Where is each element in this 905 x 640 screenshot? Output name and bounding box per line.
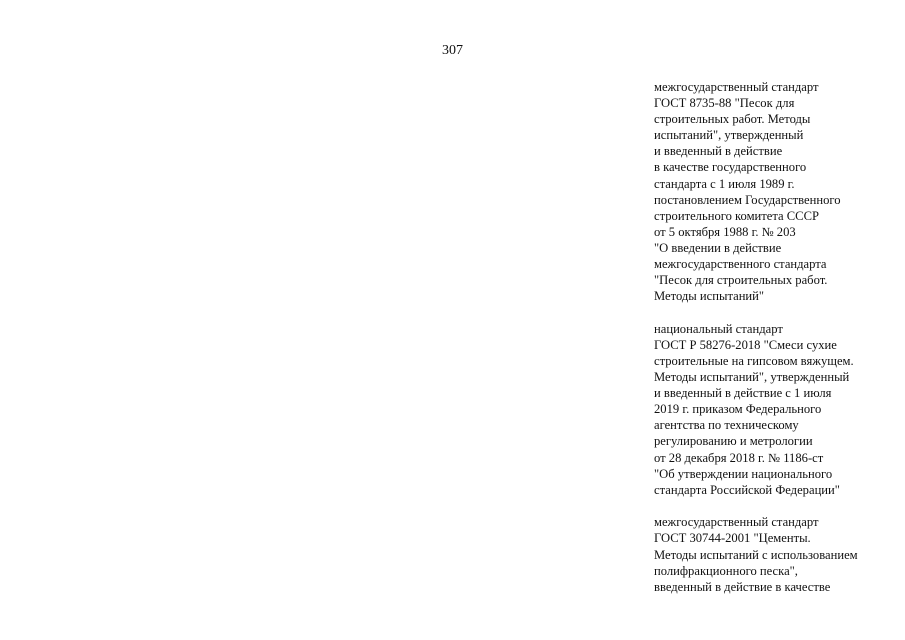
standard-entry-gost-r-58276-2018 [654, 321, 899, 498]
standard-entry-gost-30744-2001 [654, 514, 899, 594]
text-line: испытаний", утвержденный [654, 128, 804, 143]
text-line: ГОСТ Р 58276-2018 "Смеси сухие [654, 337, 837, 352]
text-line: постановлением Государственного [654, 192, 841, 207]
text-line: Методы испытаний с использованием [654, 547, 858, 562]
text-line: национальный стандарт [654, 321, 783, 336]
text-line: межгосударственный стандарт [654, 80, 819, 94]
text-line: стандарта Российской Федерации" [654, 482, 840, 497]
text-line: строительные на гипсовом вяжущем. [654, 354, 854, 368]
text-line: межгосударственный стандарт [654, 515, 819, 530]
text-line: в качестве государственного [654, 160, 807, 175]
text-line: от 28 декабря 2018 г. № 1186-ст [654, 450, 824, 465]
text-line: Методы испытаний", утвержденный [654, 370, 850, 385]
text-line: строительных работ. Методы [654, 112, 811, 127]
text-line: и введенный в действие [654, 144, 783, 159]
text-line: ГОСТ 8735-88 "Песок для [654, 96, 795, 111]
text-line: регулированию и метрологии [654, 434, 813, 449]
text-line: ГОСТ 30744-2001 "Цементы. [654, 531, 811, 546]
text-line: полифракционного песка", [654, 563, 798, 578]
text-line: введенный в действие в качестве [654, 579, 831, 594]
text-line: и введенный в действие с 1 июля [654, 386, 832, 401]
text-line: Методы испытаний" [654, 289, 765, 304]
text-column [654, 79, 899, 611]
text-line: от 5 октября 1988 г. № 203 [654, 224, 796, 239]
text-line: строительного комитета СССР [654, 208, 819, 223]
text-line: "Об утверждении национального [654, 466, 833, 481]
text-line: 2019 г. приказом Федерального [654, 402, 822, 417]
page-number: 307 [442, 43, 463, 58]
text-line: стандарта с 1 июля 1989 г. [654, 176, 795, 191]
text-line: "О введении в действие [654, 240, 782, 255]
standard-entry-gost-8735-88 [654, 79, 899, 304]
text-line: агентства по техническому [654, 418, 799, 433]
text-line: "Песок для строительных работ. [654, 273, 828, 288]
text-line: межгосударственного стандарта [654, 257, 827, 272]
